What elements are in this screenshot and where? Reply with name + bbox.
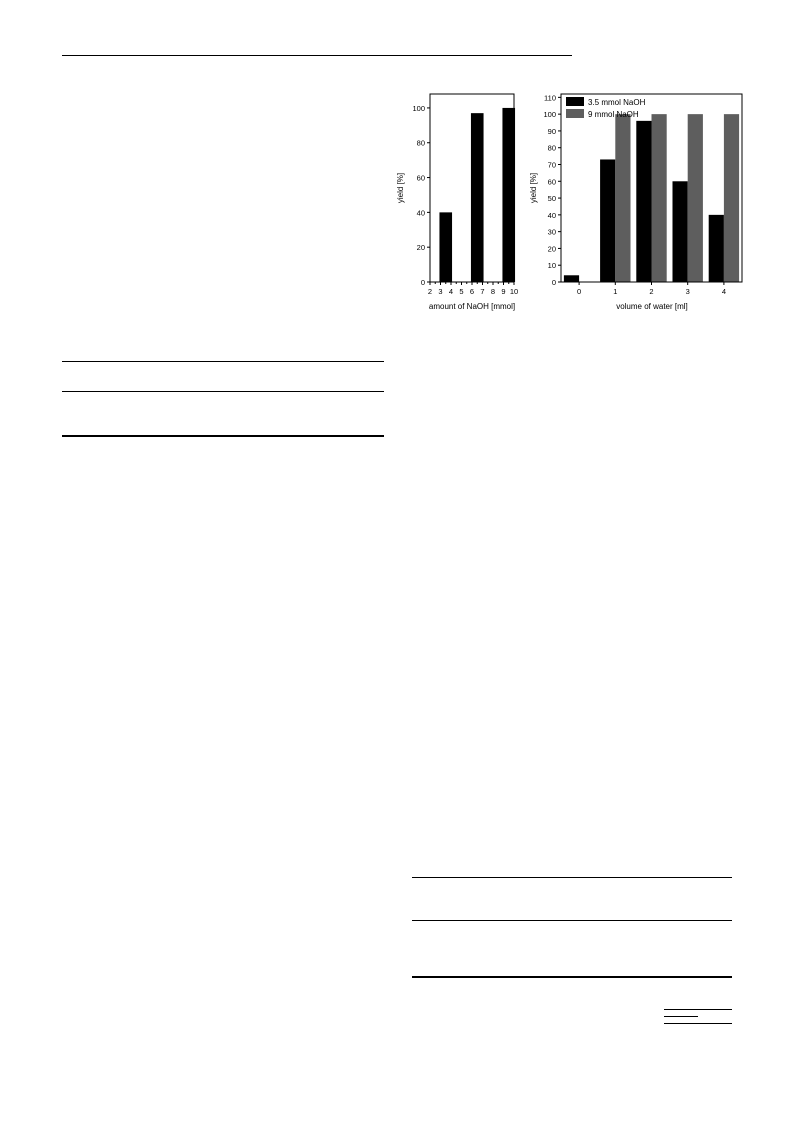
chart1-xtick-label-5: 7 xyxy=(480,287,485,296)
chart2-ytick-label-1: 10 xyxy=(547,261,556,271)
chart-yield-vs-naoh xyxy=(390,86,530,316)
chart2-legend xyxy=(566,97,646,119)
chart1-xtick-label-0: 2 xyxy=(427,287,433,296)
chart2-ytick-label-8: 80 xyxy=(547,143,556,153)
chart1-ytick-label-5: 100 xyxy=(412,103,425,113)
chart2-ytick-label-2: 20 xyxy=(547,244,556,254)
chart2-xtick-label-3: 3 xyxy=(685,287,690,296)
chart1-plot xyxy=(412,94,518,296)
chart2-y-axis-label: yield [%] xyxy=(529,172,538,204)
chart2-ytick-label-3: 30 xyxy=(547,227,556,237)
chart2-bar-s1-1 xyxy=(600,159,615,282)
chart2-bar-s1-0 xyxy=(564,275,579,282)
chart2-xtick-label-1: 1 xyxy=(613,287,618,296)
legend-label-series-2: 9 mmol NaOH xyxy=(588,110,639,119)
chart1-xtick-label-6: 8 xyxy=(490,287,496,296)
chart-yield-vs-water xyxy=(522,86,752,316)
left-table-top-rule xyxy=(62,361,384,362)
chart2-xtick-label-2: 2 xyxy=(649,287,654,296)
chart1-ytick-label-3: 60 xyxy=(416,173,425,183)
chart2-bar-s2-4 xyxy=(724,114,739,282)
chart1-xtick-label-3: 5 xyxy=(459,287,464,296)
chart2-x-axis-label: volume of water [ml] xyxy=(616,302,688,311)
chart2-ytick-label-6: 60 xyxy=(547,177,556,187)
right-table-top-rule xyxy=(412,877,732,878)
chart2-ytick-label-4: 40 xyxy=(547,210,556,220)
legend-label-series-1: 3.5 mmol NaOH xyxy=(588,98,646,107)
chart2-ytick-label-5: 50 xyxy=(547,194,556,204)
legend-swatch-series-2 xyxy=(566,109,584,118)
chart2-bar-s1-2 xyxy=(636,121,651,282)
chart2-bar-s2-1 xyxy=(615,114,630,282)
chart2-bar-s2-2 xyxy=(652,114,667,282)
chart2-plot xyxy=(543,93,742,296)
chart2-ytick-label-9: 90 xyxy=(547,126,556,136)
chart1-bar-1 xyxy=(471,113,484,282)
chart1-xtick-label-8: 10 xyxy=(509,287,519,296)
chart1-ytick-label-0: 0 xyxy=(420,278,425,287)
legend-swatch-series-1 xyxy=(566,97,584,106)
chart2-bar-s1-4 xyxy=(709,215,724,282)
chart1-ytick-label-4: 80 xyxy=(416,138,425,148)
footnote-rule-3 xyxy=(664,1023,732,1024)
chart2-xtick-label-0: 0 xyxy=(577,287,582,296)
right-table-bottom-rule xyxy=(412,976,732,978)
chart1-y-axis-label: yield [%] xyxy=(396,172,405,204)
chart1-xtick-label-2: 4 xyxy=(448,287,454,296)
chart1-bar-2 xyxy=(502,108,515,282)
chart1-x-axis-label: amount of NaOH [mmol] xyxy=(428,302,516,311)
header-rule xyxy=(62,55,572,56)
footnote-rule-2 xyxy=(664,1016,698,1017)
footnote-rule-1 xyxy=(664,1009,732,1010)
chart1-ytick-label-1: 20 xyxy=(416,243,425,253)
chart1-bar-0 xyxy=(439,212,452,282)
chart2-ytick-label-0: 0 xyxy=(551,278,556,287)
chart1-xtick-label-1: 3 xyxy=(438,287,443,296)
chart1-xtick-label-4: 6 xyxy=(469,287,475,296)
left-table-mid-rule xyxy=(62,391,384,392)
chart2-bar-s2-3 xyxy=(688,114,703,282)
chart2-bar-s1-3 xyxy=(672,181,687,282)
right-table-mid-rule xyxy=(412,920,732,921)
chart2-xtick-label-4: 4 xyxy=(721,287,726,296)
chart1-xtick-label-7: 9 xyxy=(501,287,506,296)
chart1-ytick-label-2: 40 xyxy=(416,208,425,218)
chart2-ytick-label-11: 110 xyxy=(544,93,556,103)
chart2-ytick-label-10: 100 xyxy=(543,110,556,120)
left-table-bottom-rule xyxy=(62,435,384,437)
chart2-ytick-label-7: 70 xyxy=(547,160,556,170)
